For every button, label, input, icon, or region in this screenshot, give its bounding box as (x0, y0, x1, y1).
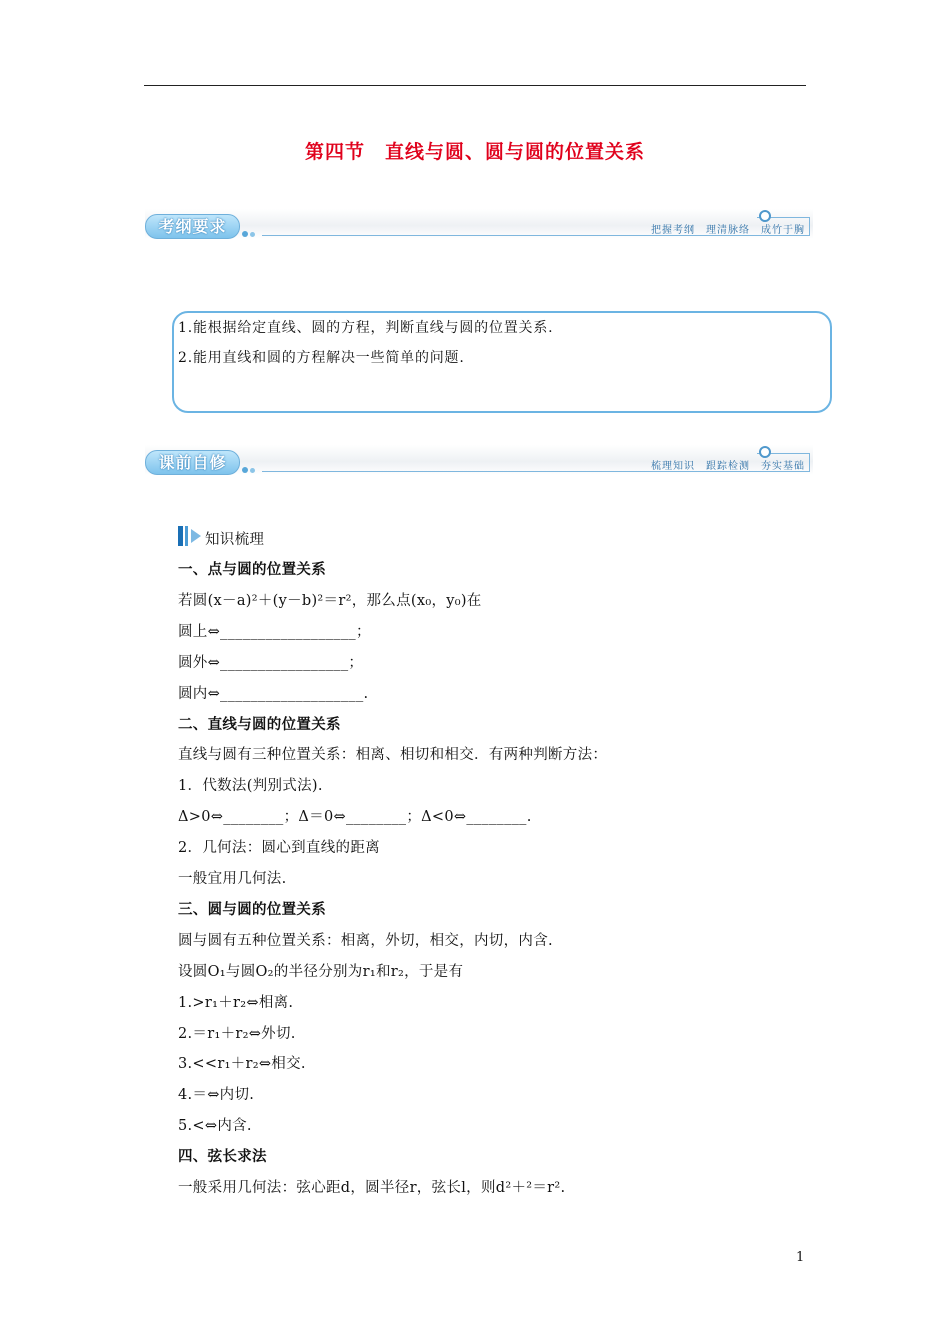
requirement-item: 2.能用直线和圆的方程解决一些简单的问题. (178, 350, 465, 366)
section-label: 知识梳理 (205, 532, 265, 548)
page-number: 1 (796, 1250, 805, 1265)
text-line: 4.＝⇔内切. (178, 1087, 255, 1104)
text-line: 圆内⇔___________________. (178, 685, 369, 702)
text-line: 2．几何法：圆心到直线的距离 (178, 840, 380, 857)
banner-tag: 考纲要求 (145, 214, 240, 239)
dots-decoration (242, 222, 262, 230)
text-line: 3.<<r₁＋r₂⇔相交. (178, 1056, 306, 1073)
section-heading: 四、弦长求法 (178, 1149, 267, 1166)
text-line: 圆与圆有五种位置关系：相离，外切，相交，内切，内含. (178, 932, 553, 949)
text-line: Δ>0⇔________；Δ＝0⇔________；Δ<0⇔________. (178, 809, 532, 826)
text-line: 圆外⇔_________________； (178, 654, 364, 671)
banner-preview (145, 441, 813, 479)
text-line: 圆上⇔__________________； (178, 623, 371, 640)
text-line: 1.>r₁＋r₂⇔相离. (178, 994, 294, 1011)
text-line: 直线与圆有三种位置关系：相离、相切和相交．有两种判断方法： (178, 747, 608, 764)
header-rule (144, 85, 806, 86)
text-line: 2.＝r₁＋r₂⇔外切. (178, 1025, 296, 1042)
text-line: 一般宜用几何法. (178, 871, 287, 887)
dots-decoration (242, 458, 262, 466)
requirement-item: 1.能根据给定直线、圆的方程，判断直线与圆的位置关系. (178, 320, 554, 336)
section-bar-icon (178, 526, 202, 546)
requirements-box (172, 311, 832, 413)
banner-motto: 梳理知识 跟踪检测 夯实基础 (651, 461, 805, 472)
text-line: 一般采用几何法：弦心距d，圆半径r，弦长l，则d²＋²＝r². (178, 1180, 566, 1196)
text-line: 1．代数法(判别式法). (178, 778, 323, 795)
section-heading: 三、圆与圆的位置关系 (178, 901, 326, 918)
text-line: 设圆O₁与圆O₂的半径分别为r₁和r₂，于是有 (178, 963, 464, 980)
banner-syllabus (145, 205, 813, 243)
banner-motto: 把握考纲 理清脉络 成竹于胸 (651, 225, 805, 236)
text-line: 5.<⇔内含. (178, 1118, 252, 1135)
banner-tag: 课前自修 (145, 450, 240, 475)
section-heading: 一、点与圆的位置关系 (178, 562, 326, 578)
section-heading: 二、直线与圆的位置关系 (178, 716, 341, 733)
text-line: 若圆(x－a)²＋(y－b)²＝r²，那么点(x₀，y₀)在 (178, 592, 482, 609)
page-title: 第四节 直线与圆、圆与圆的位置关系 (304, 141, 645, 163)
